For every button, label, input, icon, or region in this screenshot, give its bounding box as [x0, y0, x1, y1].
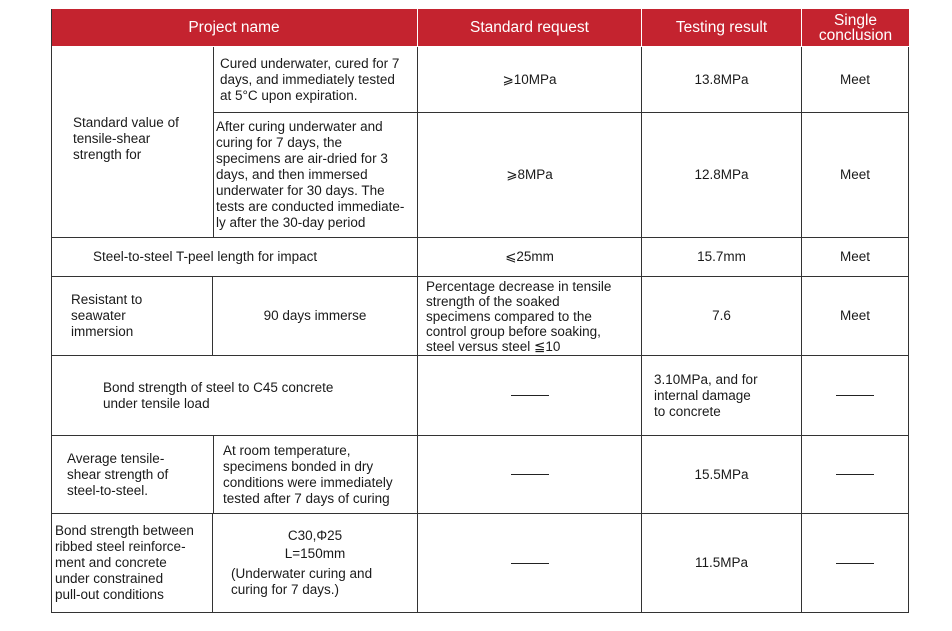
- header-project-name: Project name: [51, 9, 418, 47]
- row6-request-cell: [418, 514, 642, 613]
- row2-result-cell: 15.7mm: [642, 238, 802, 277]
- row5-conclusion-dash: [836, 474, 874, 475]
- header-single-conclusion: Single conclusion: [802, 9, 909, 47]
- row5-condition-cell: At room temperature, specimens bonded in dry conditions were immediately tested after 7 days of curing: [214, 436, 418, 514]
- row4-request-dash: [511, 395, 549, 396]
- row6-conclusion-dash: [836, 563, 874, 564]
- row3-project-cell: Resistant to seawater immersion: [51, 277, 213, 356]
- row6-result-cell: 11.5MPa: [642, 514, 802, 613]
- row1b-result-cell: 12.8MPa: [642, 113, 802, 238]
- specification-table: [51, 9, 909, 613]
- row1-project-cell: Standard value of tensile-shear strength for: [51, 47, 214, 238]
- row6-conclusion-cell: [802, 514, 909, 613]
- row6-condition-cell: [213, 514, 418, 613]
- row1a-conclusion-cell: Meet: [802, 47, 909, 113]
- row6-condition-spec: [213, 528, 417, 562]
- row5-result-cell: 15.5MPa: [642, 436, 802, 514]
- row6-request-dash: [511, 563, 549, 564]
- row1a-result-cell: 13.8MPa: [642, 47, 802, 113]
- row4-conclusion-cell: [802, 356, 909, 436]
- row3-conclusion-cell: Meet: [802, 277, 909, 356]
- row2-project-cell: Steel-to-steel T-peel length for impact: [51, 238, 418, 277]
- row6-project-cell: Bond strength between ribbed steel reinforce- ment and concrete under constrained pull-out conditions: [51, 514, 213, 613]
- row6-condition-line3: (Underwater curing and curing for 7 days.): [231, 566, 373, 597]
- row5-request-dash: [511, 474, 549, 475]
- row3-condition-cell: 90 days immerse: [213, 277, 418, 356]
- row1a-condition-cell: Cured underwater, cured for 7 days, and immediately tested at 5°C upon expiration.: [214, 47, 418, 113]
- row5-project-cell: Average tensile- shear strength of steel-to-steel.: [51, 436, 214, 514]
- row6-condition-line2: L=150mm: [284, 546, 346, 561]
- row5-request-cell: [418, 436, 642, 514]
- header-standard-request: Standard request: [418, 9, 642, 47]
- row2-request-cell: ⩽25mm: [418, 238, 642, 277]
- row3-result-cell: 7.6: [642, 277, 802, 356]
- row5-conclusion-cell: [802, 436, 909, 514]
- row4-project-cell: Bond strength of steel to C45 concrete under tensile load: [51, 356, 418, 436]
- row1b-request-cell: ⩾8MPa: [418, 113, 642, 238]
- row4-request-cell: [418, 356, 642, 436]
- header-testing-result: Testing result: [642, 9, 802, 47]
- row1b-conclusion-cell: Meet: [802, 113, 909, 238]
- row6-condition-line1: C30,Φ25: [287, 528, 343, 543]
- row1a-request-cell: ⩾10MPa: [418, 47, 642, 113]
- row4-result-cell: 3.10MPa, and for internal damage to concrete: [642, 356, 802, 436]
- row2-conclusion-cell: Meet: [802, 238, 909, 277]
- row3-request-cell: Percentage decrease in tensile strength of the soaked specimens compared to the control group before soaking, steel versus steel ≦10: [418, 277, 642, 356]
- row1b-condition-cell: After curing underwater and curing for 7 days, the specimens are air-dried for 3 days, and then immersed underwater for 30 days. The tests are conducted immediate- ly after the 30-day period: [214, 113, 418, 238]
- row4-conclusion-dash: [836, 395, 874, 396]
